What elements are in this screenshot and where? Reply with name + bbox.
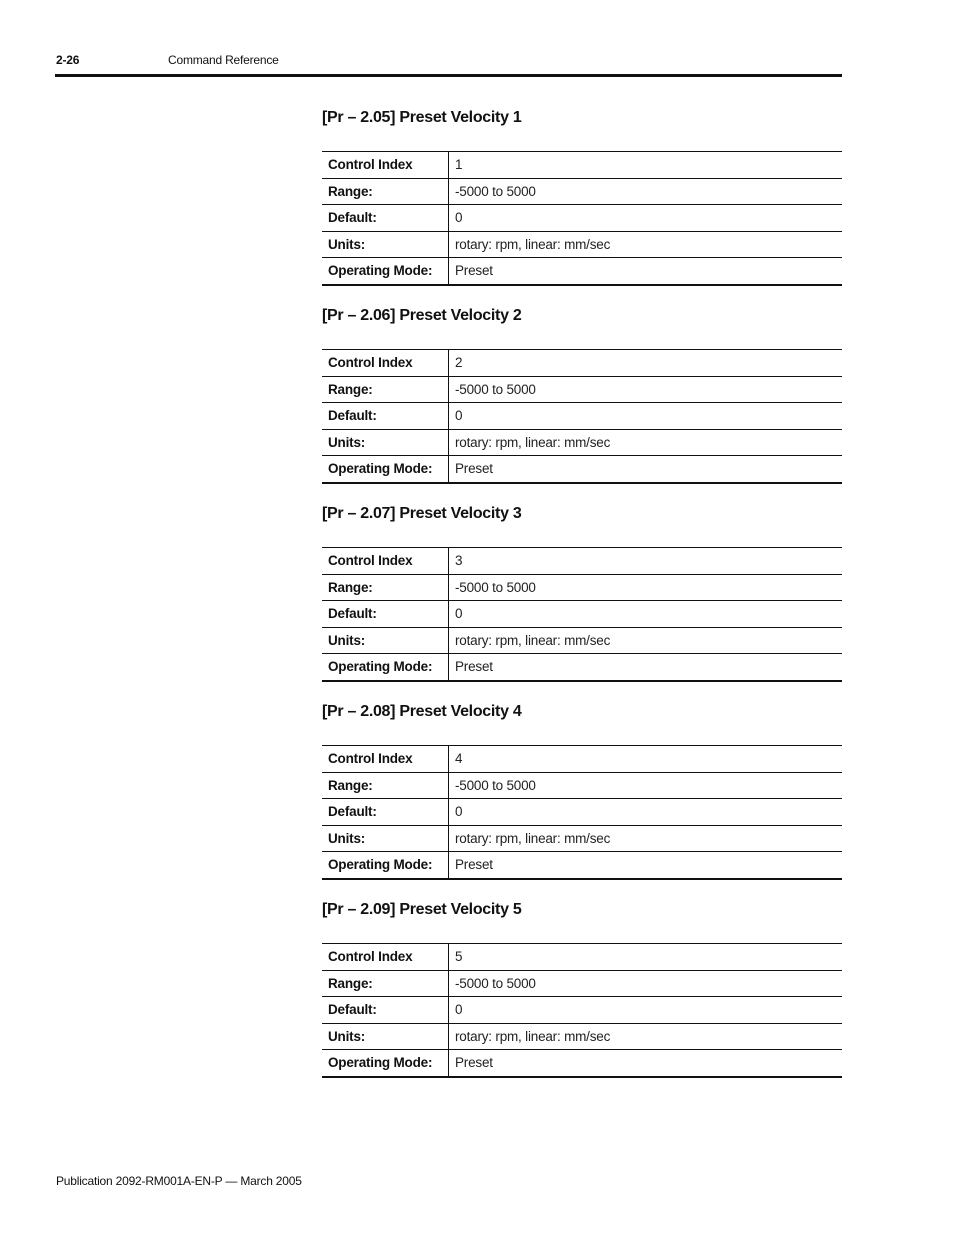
- row-label: Operating Mode:: [322, 258, 449, 285]
- row-value: 5: [449, 944, 843, 971]
- table-row: [322, 178, 842, 205]
- parameter-table: [322, 745, 842, 880]
- table-row: [322, 456, 842, 483]
- row-value: -5000 to 5000: [449, 574, 843, 601]
- table-row: [322, 403, 842, 430]
- running-head: Command Reference: [168, 53, 279, 67]
- row-label: Operating Mode:: [322, 456, 449, 483]
- table-row: [322, 654, 842, 681]
- row-label: Operating Mode:: [322, 1050, 449, 1077]
- table-row: [322, 574, 842, 601]
- row-label: Control Index: [322, 548, 449, 575]
- row-label: Range:: [322, 772, 449, 799]
- section-preset-velocity-3: [322, 503, 842, 675]
- table-row: [322, 944, 842, 971]
- table-row: [322, 799, 842, 826]
- row-value: 2: [449, 350, 843, 377]
- row-value: Preset: [455, 1055, 493, 1071]
- row-label: Units:: [322, 231, 449, 258]
- table-row: [322, 970, 842, 997]
- row-label: Range:: [322, 970, 449, 997]
- row-value: 4: [449, 746, 843, 773]
- row-label: Range:: [322, 376, 449, 403]
- row-value: rotary: rpm, linear: mm/sec: [449, 1023, 843, 1050]
- table-row: [322, 601, 842, 628]
- row-value: rotary: rpm, linear: mm/sec: [449, 231, 843, 258]
- row-label: Range:: [322, 574, 449, 601]
- row-value: 1: [449, 152, 843, 179]
- table-row: [322, 1023, 842, 1050]
- section-title: [Pr – 2.05] Preset Velocity 1: [322, 109, 522, 126]
- row-label: Default:: [322, 403, 449, 430]
- section-title: [Pr – 2.07] Preset Velocity 3: [322, 505, 522, 522]
- row-value: -5000 to 5000: [449, 178, 843, 205]
- row-label: Control Index: [322, 944, 449, 971]
- section-preset-velocity-5: [322, 899, 842, 1071]
- section-title: [Pr – 2.09] Preset Velocity 5: [322, 901, 522, 918]
- section-title: [Pr – 2.08] Preset Velocity 4: [322, 703, 522, 720]
- row-value: rotary: rpm, linear: mm/sec: [449, 825, 843, 852]
- section-preset-velocity-1: [322, 107, 842, 279]
- row-label: Control Index: [322, 746, 449, 773]
- section-title: [Pr – 2.06] Preset Velocity 2: [322, 307, 522, 324]
- row-label: Control Index: [322, 350, 449, 377]
- row-label: Range:: [322, 178, 449, 205]
- table-row: [322, 429, 842, 456]
- row-value: Preset: [455, 659, 493, 675]
- parameter-table: [322, 547, 842, 682]
- row-value: Preset: [455, 461, 493, 477]
- table-row: [322, 772, 842, 799]
- table-row: [322, 746, 842, 773]
- row-label: Units:: [322, 429, 449, 456]
- row-value: -5000 to 5000: [449, 772, 843, 799]
- row-label: Default:: [322, 799, 449, 826]
- row-label: Units:: [322, 825, 449, 852]
- row-value: -5000 to 5000: [449, 376, 843, 403]
- row-value: 0: [449, 403, 843, 430]
- table-row: [322, 258, 842, 285]
- row-value: 0: [449, 997, 843, 1024]
- row-value: 0: [449, 601, 843, 628]
- row-label: Units:: [322, 1023, 449, 1050]
- row-value: rotary: rpm, linear: mm/sec: [449, 429, 843, 456]
- row-value: 0: [449, 205, 843, 232]
- table-row: [322, 997, 842, 1024]
- parameter-table: [322, 349, 842, 484]
- table-row: [322, 627, 842, 654]
- row-label: Operating Mode:: [322, 654, 449, 681]
- table-row: [322, 231, 842, 258]
- row-value: 3: [449, 548, 843, 575]
- table-row: [322, 1050, 842, 1077]
- row-label: Default:: [322, 997, 449, 1024]
- table-row: [322, 852, 842, 879]
- row-value: -5000 to 5000: [449, 970, 843, 997]
- row-value: Preset: [455, 857, 493, 873]
- table-row: [322, 376, 842, 403]
- table-row: [322, 205, 842, 232]
- page-number: 2-26: [56, 53, 80, 67]
- row-label: Units:: [322, 627, 449, 654]
- row-label: Operating Mode:: [322, 852, 449, 879]
- section-preset-velocity-4: [322, 701, 842, 873]
- row-value: Preset: [455, 263, 493, 279]
- row-value: 0: [449, 799, 843, 826]
- table-row: [322, 152, 842, 179]
- row-label: Default:: [322, 601, 449, 628]
- table-row: [322, 350, 842, 377]
- publication-footer: Publication 2092-RM001A-EN-P — March 2005: [56, 1174, 302, 1188]
- row-label: Control Index: [322, 152, 449, 179]
- row-label: Default:: [322, 205, 449, 232]
- section-preset-velocity-2: [322, 305, 842, 477]
- row-value: rotary: rpm, linear: mm/sec: [449, 627, 843, 654]
- table-row: [322, 825, 842, 852]
- parameter-table: [322, 943, 842, 1078]
- parameter-table: [322, 151, 842, 286]
- table-row: [322, 548, 842, 575]
- header-rule: [55, 74, 842, 77]
